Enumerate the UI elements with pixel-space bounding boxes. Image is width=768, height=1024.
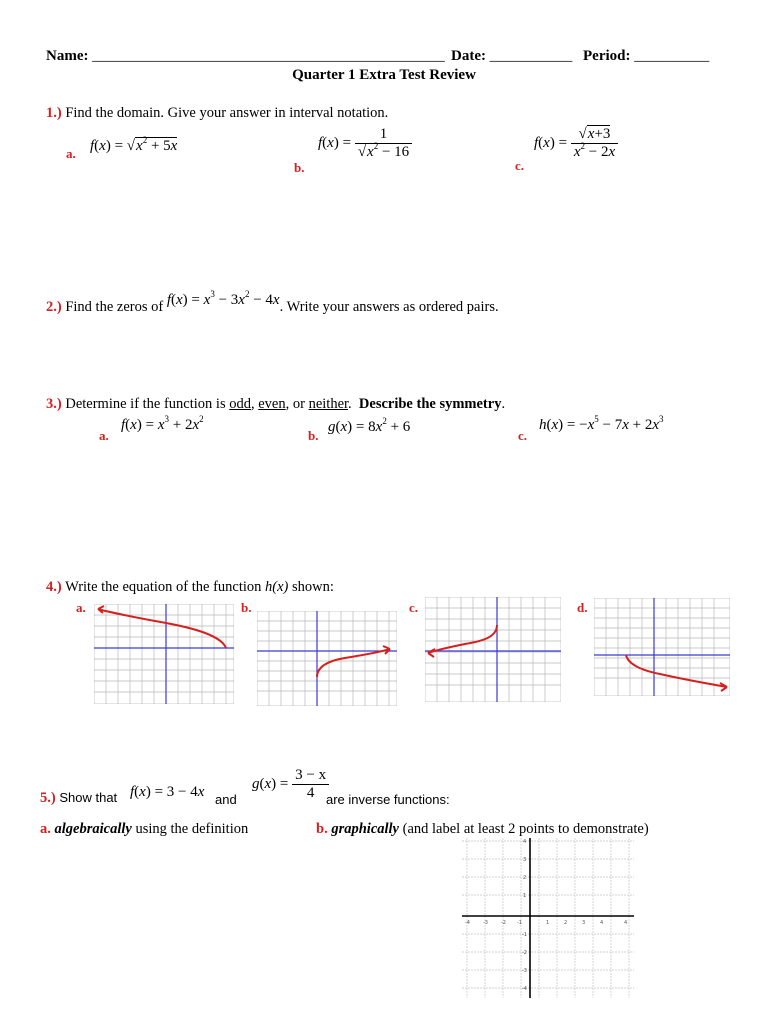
- q4-number: 4.): [46, 579, 62, 595]
- q1-c-expr: f(x) = $\frac{√x+3}{x^2 - 2x}$: [534, 126, 618, 161]
- q3-c-expr: $h(x) = -x^5 - 7x + 2x^3$: [539, 414, 664, 433]
- q4-fn: h(x): [265, 579, 289, 595]
- q3-even: even: [258, 396, 286, 412]
- q3-a-label: a.: [99, 428, 109, 443]
- q5-number: 5.): [40, 790, 56, 806]
- q3-or: or: [292, 396, 305, 412]
- q2-text-before: Find the zeros of: [65, 299, 164, 315]
- svg-text:-4: -4: [522, 986, 527, 992]
- svg-text:4: 4: [600, 920, 604, 926]
- svg-text:1: 1: [523, 893, 527, 899]
- q4-prompt: [46, 579, 334, 596]
- q4-c-label: c.: [409, 600, 419, 615]
- q2-number: 2.): [46, 299, 62, 315]
- q5-show-that: Show that: [59, 790, 118, 805]
- q5-a-label: a.: [40, 821, 51, 837]
- period-blank[interactable]: __________: [634, 48, 710, 64]
- q3-prompt: 3.) Determine if the function is odd, even, or neither. Describe the symmetry.: [46, 396, 506, 412]
- q5-b-label: b.: [316, 821, 328, 837]
- q5-b-rest: (and label at least 2 points to demonstrate): [402, 821, 649, 837]
- q4-d-label: d.: [577, 600, 588, 615]
- svg-text:4: 4: [624, 920, 628, 926]
- q1-text: Find the domain. Give your answer in interval notation.: [65, 105, 389, 121]
- page-title: Quarter 1 Extra Test Review: [292, 67, 476, 83]
- svg-text:-2: -2: [522, 950, 527, 956]
- q4-b-curve: [317, 649, 390, 677]
- q3-b-expr: $g(x) = 8x^2 + 6$: [328, 416, 411, 435]
- q1-a-expr: $f(x) = √x^2 + 5x$: [90, 135, 178, 154]
- q3-b-label: b.: [308, 428, 319, 443]
- name-line: [46, 48, 445, 65]
- svg-text:-1: -1: [517, 920, 522, 926]
- q5-b: [316, 821, 649, 838]
- q1-number: 1.): [46, 105, 62, 121]
- q5-b-bold: graphically: [331, 821, 399, 837]
- q4-graph-a: [94, 604, 234, 704]
- q5-a: [40, 821, 248, 838]
- q3-neither: neither: [308, 396, 349, 412]
- q3-a-expr: $f(x) = x^3 + 2x^2$: [121, 414, 204, 433]
- date-label: Date:: [451, 48, 486, 64]
- q5-tail: are inverse functions:: [326, 792, 450, 807]
- q5-f-expr: f(x) = 3 − 4x: [130, 784, 205, 800]
- q4-d-curve: [626, 655, 727, 687]
- q4-graph-c: [425, 597, 561, 702]
- q1-a-label: a.: [66, 146, 76, 161]
- svg-text:2: 2: [564, 920, 568, 926]
- svg-text:3: 3: [582, 920, 586, 926]
- date-line: [451, 48, 572, 65]
- q4-text-before: Write the equation of the function: [65, 579, 262, 595]
- q3-c-label: c.: [518, 428, 528, 443]
- q5-g-expr: g(x) = $\frac{3 - x}{4}$: [252, 767, 329, 802]
- q4-graph-b: [257, 611, 397, 706]
- q1-c-label: c.: [515, 158, 525, 173]
- q1-b-numerator: 1: [355, 126, 412, 144]
- q3-number: 3.): [46, 396, 62, 412]
- period-line: [583, 48, 709, 65]
- q1-b-label: b.: [294, 160, 305, 175]
- q2-expr: $f(x) = x^3 - 3x^2 - 4x$: [166, 289, 280, 308]
- svg-text:-4: -4: [465, 920, 470, 926]
- q5-a-rest: using the definition: [135, 821, 249, 837]
- svg-text:-3: -3: [522, 968, 527, 974]
- q5-prompt: [40, 790, 117, 807]
- svg-text:-3: -3: [483, 920, 488, 926]
- q5-a-bold: algebraically: [54, 821, 132, 837]
- q5-and: and: [215, 792, 237, 807]
- q1-prompt: [46, 105, 388, 122]
- q4-b-label: b.: [241, 600, 252, 615]
- name-label: Name:: [46, 48, 89, 64]
- svg-text:-1: -1: [522, 932, 527, 938]
- svg-text:4: 4: [523, 839, 527, 845]
- q5-g-numerator: 3 − x: [295, 767, 327, 783]
- q3-bold: Describe the symmetry: [358, 396, 502, 412]
- date-blank[interactable]: ___________: [489, 48, 573, 64]
- q5-grid[interactable]: [462, 838, 634, 998]
- svg-text:2: 2: [523, 875, 527, 881]
- q2-text-after: Write your answers as ordered pairs.: [286, 299, 499, 315]
- q3-odd: odd: [229, 396, 251, 412]
- q5-g-denominator: 4: [306, 785, 315, 801]
- svg-text:-2: -2: [501, 920, 506, 926]
- svg-text:1: 1: [546, 920, 550, 926]
- period-label: Period:: [583, 48, 631, 64]
- q4-graph-d: [594, 598, 730, 696]
- q1-b-expr: f(x) = $\frac{1}{√x^2 - 16}$: [318, 126, 412, 161]
- name-blank[interactable]: _______________________________________________: [92, 48, 445, 64]
- q2-prompt: 2.) Find the zeros of $f(x) = x^3 - 3x^2 - 4x$. Write your answers as ordered pairs.: [46, 289, 499, 315]
- q4-a-label: a.: [76, 600, 86, 615]
- q4-text-after: shown:: [292, 579, 334, 595]
- q4-c-curve: [428, 625, 497, 653]
- q3-text-start: Determine if the function is: [65, 396, 226, 412]
- svg-text:3: 3: [523, 857, 527, 863]
